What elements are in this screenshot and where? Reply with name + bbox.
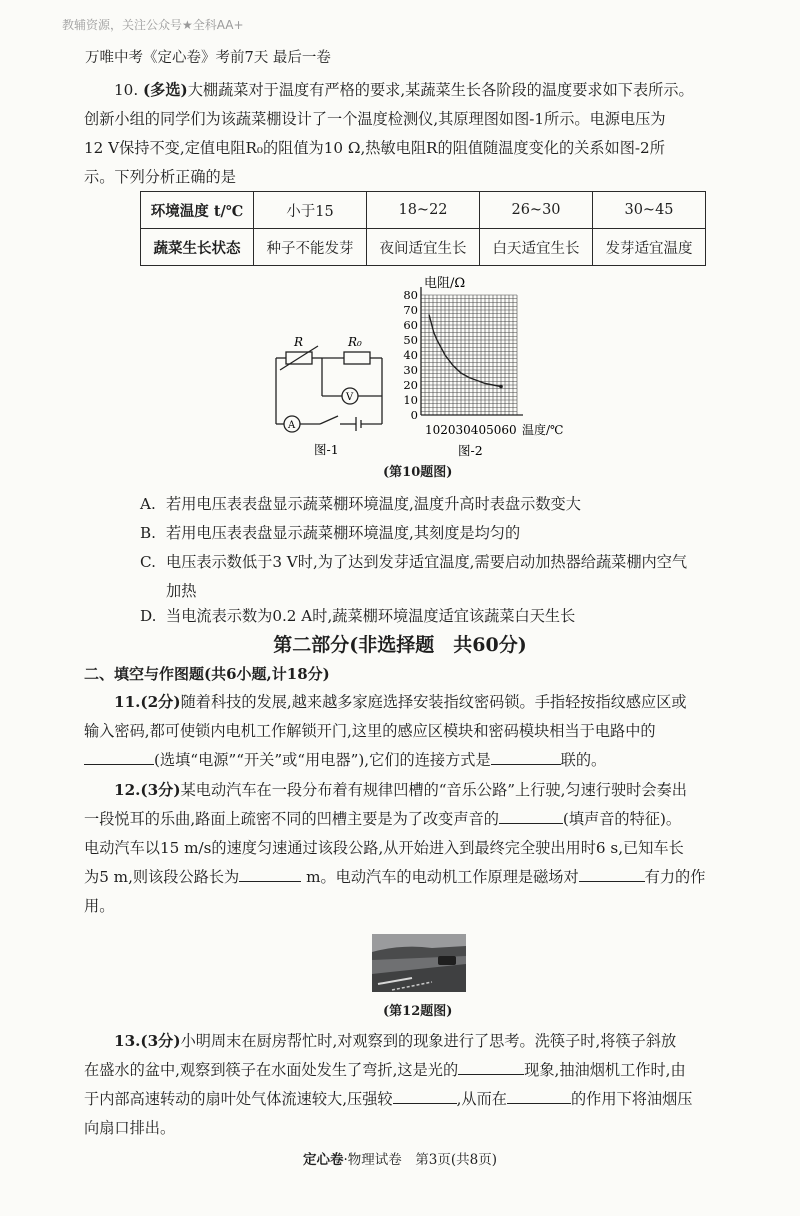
table-cell: 26~30	[480, 192, 593, 229]
q13-line4: 向扇口排出。	[84, 1119, 176, 1137]
part-two-title: 第二部分(非选择题 共60分)	[273, 634, 527, 656]
x-tick-labels: 102030405060	[425, 423, 517, 437]
q12-line1: 某电动汽车在一段分布着有规律凹槽的“音乐公路”上行驶,匀速行驶时会奏出	[180, 781, 687, 799]
x-axis-title: 温度/℃	[522, 423, 564, 437]
resistor-R0	[344, 352, 370, 364]
q13-line3b: ,从而在	[456, 1090, 507, 1108]
q13-line3c: 的作用下将油烟压	[570, 1090, 693, 1108]
q11-head: 11.(2分)	[114, 693, 181, 711]
y-tick-label: 30	[403, 363, 418, 377]
table-cell: 环境温度 t/℃	[141, 192, 254, 229]
q10-stem-line3: 12 V保持不变,定值电阻R₀的阻值为10 Ω,热敏电阻R的阻值随温度变化的关系如图-2所	[84, 139, 665, 157]
q11	[84, 688, 774, 775]
q10-option-c: C. 电压表示数低于3 V时,为了达到发芽适宜温度,需要启动加热器给蔬菜棚内空气	[140, 553, 688, 571]
table-cell: 白天适宜生长	[480, 229, 593, 266]
watermark: 教辅资源，关注公众号★全科AA+	[62, 18, 244, 32]
answer-blank[interactable]	[491, 746, 561, 765]
circuit-diagram-figure	[268, 328, 398, 460]
exam-header: 万唯中考《定心卷》考前7天 最后一卷	[85, 50, 331, 66]
footer-brand: 定心卷	[302, 1152, 344, 1168]
y-tick-label: 20	[403, 378, 418, 392]
q12-head: 12.(3分)	[114, 781, 181, 799]
answer-blank[interactable]	[499, 805, 563, 824]
q12-line2a: 一段悦耳的乐曲,路面上疏密不同的凹槽主要是为了改变声音的	[84, 810, 499, 828]
answer-blank[interactable]	[239, 863, 301, 882]
q12-figure-caption: (第12题图)	[383, 1004, 453, 1019]
answer-blank[interactable]	[458, 1056, 524, 1075]
table-cell: 30~45	[593, 192, 706, 229]
q12	[84, 776, 774, 921]
table-cell: 小于15	[254, 192, 367, 229]
q13-line2b: 现象,抽油烟机工作时,由	[524, 1061, 686, 1079]
y-tick-label: 80	[403, 288, 418, 302]
y-tick-label: 40	[403, 348, 418, 362]
section-two-title: 二、填空与作图题(共6小题,计18分)	[84, 665, 330, 683]
q10-number: 10.	[114, 81, 139, 99]
q12-line4a: 为5 m,则该段公路长为	[84, 868, 240, 886]
resistance-temperature-chart	[396, 275, 586, 465]
curve-end-point	[499, 385, 503, 389]
q10-figure-caption: (第10题图)	[383, 465, 453, 480]
q10-option-b: B. 若用电压表表盘显示蔬菜棚环境温度,其刻度是均匀的	[140, 524, 521, 542]
q11-line3a: (选填“电源”“开关”或“用电器”),它们的连接方式是	[154, 751, 491, 769]
q12-line4c: 有力的作	[644, 868, 706, 886]
label-A: A	[288, 420, 296, 431]
table-cell: 蔬菜生长状态	[141, 229, 254, 266]
y-tick-label: 10	[403, 393, 418, 407]
table-cell: 夜间适宜生长	[367, 229, 480, 266]
table-row	[141, 192, 706, 229]
q13-line3a: 于内部高速转动的扇叶处气体流速较大,压强较	[84, 1090, 393, 1108]
answer-blank[interactable]	[579, 863, 645, 882]
y-axis-title: 电阻/Ω	[424, 276, 466, 291]
q10-stem	[84, 76, 774, 192]
switch	[320, 416, 338, 424]
q10-tag: (多选)	[142, 81, 188, 99]
fig1-caption: 图-1	[314, 442, 339, 457]
fig2-caption: 图-2	[458, 443, 483, 458]
q10-temperature-table	[140, 191, 706, 266]
q13-line1: 小明周末在厨房帮忙时,对观察到的现象进行了思考。洗筷子时,将筷子斜放	[180, 1032, 677, 1050]
page-footer	[0, 1148, 800, 1168]
label-R: R	[294, 335, 304, 349]
answer-blank[interactable]	[507, 1085, 571, 1104]
q11-line2: 输入密码,都可使锁内电机工作解锁开门,这里的感应区模块和密码模块相当于电路中的	[84, 722, 656, 740]
label-V: V	[346, 392, 354, 403]
q10-option-d: D. 当电流表示数为0.2 A时,蔬菜棚环境温度适宜该蔬菜白天生长	[140, 607, 576, 625]
y-tick-label: 70	[403, 303, 418, 317]
answer-blank[interactable]	[84, 746, 154, 765]
q12-line4b: m。电动汽车的电动机工作原理是磁场对	[306, 868, 579, 886]
q12-line5: 用。	[84, 897, 115, 915]
q13-line2a: 在盛水的盆中,观察到筷子在水面处发生了弯折,这是光的	[84, 1061, 459, 1079]
table-cell: 18~22	[367, 192, 480, 229]
footer-text: ·物理试卷 第3页(共8页)	[343, 1152, 497, 1168]
q12-line3: 电动汽车以15 m/s的速度匀速通过该段公路,从开始进入到最终完全驶出用时6 s,已知车长	[84, 839, 684, 857]
q10-stem-line1: 大棚蔬菜对于温度有严格的要求,某蔬菜生长各阶段的温度要求如下表所示。	[187, 81, 694, 99]
q12-line2b: (填声音的特征)。	[562, 810, 682, 828]
table-row	[141, 229, 706, 266]
music-road-photo	[372, 934, 466, 992]
label-R0: R₀	[348, 335, 362, 349]
q10-option-a: A. 若用电压表表盘显示蔬菜棚环境温度,温度升高时表盘示数变大	[140, 495, 581, 513]
q10-stem-line2: 创新小组的同学们为该蔬菜棚设计了一个温度检测仪,其原理图如图-1所示。电源电压为	[84, 110, 666, 128]
q11-line3b: 联的。	[560, 751, 607, 769]
y-tick-label: 50	[403, 333, 418, 347]
y-tick-label: 0	[410, 408, 418, 422]
q10-option-c-continued: 加热	[166, 582, 197, 600]
answer-blank[interactable]	[393, 1085, 457, 1104]
q10-stem-line4: 示。下列分析正确的是	[84, 168, 236, 186]
q13-head: 13.(3分)	[114, 1032, 181, 1050]
y-tick-label: 60	[403, 318, 418, 332]
table-cell: 种子不能发芽	[254, 229, 367, 266]
q11-line1: 随着科技的发展,越来越多家庭选择安装指纹密码锁。手指轻按指纹感应区或	[180, 693, 687, 711]
q13	[84, 1027, 774, 1143]
table-cell: 发芽适宜温度	[593, 229, 706, 266]
